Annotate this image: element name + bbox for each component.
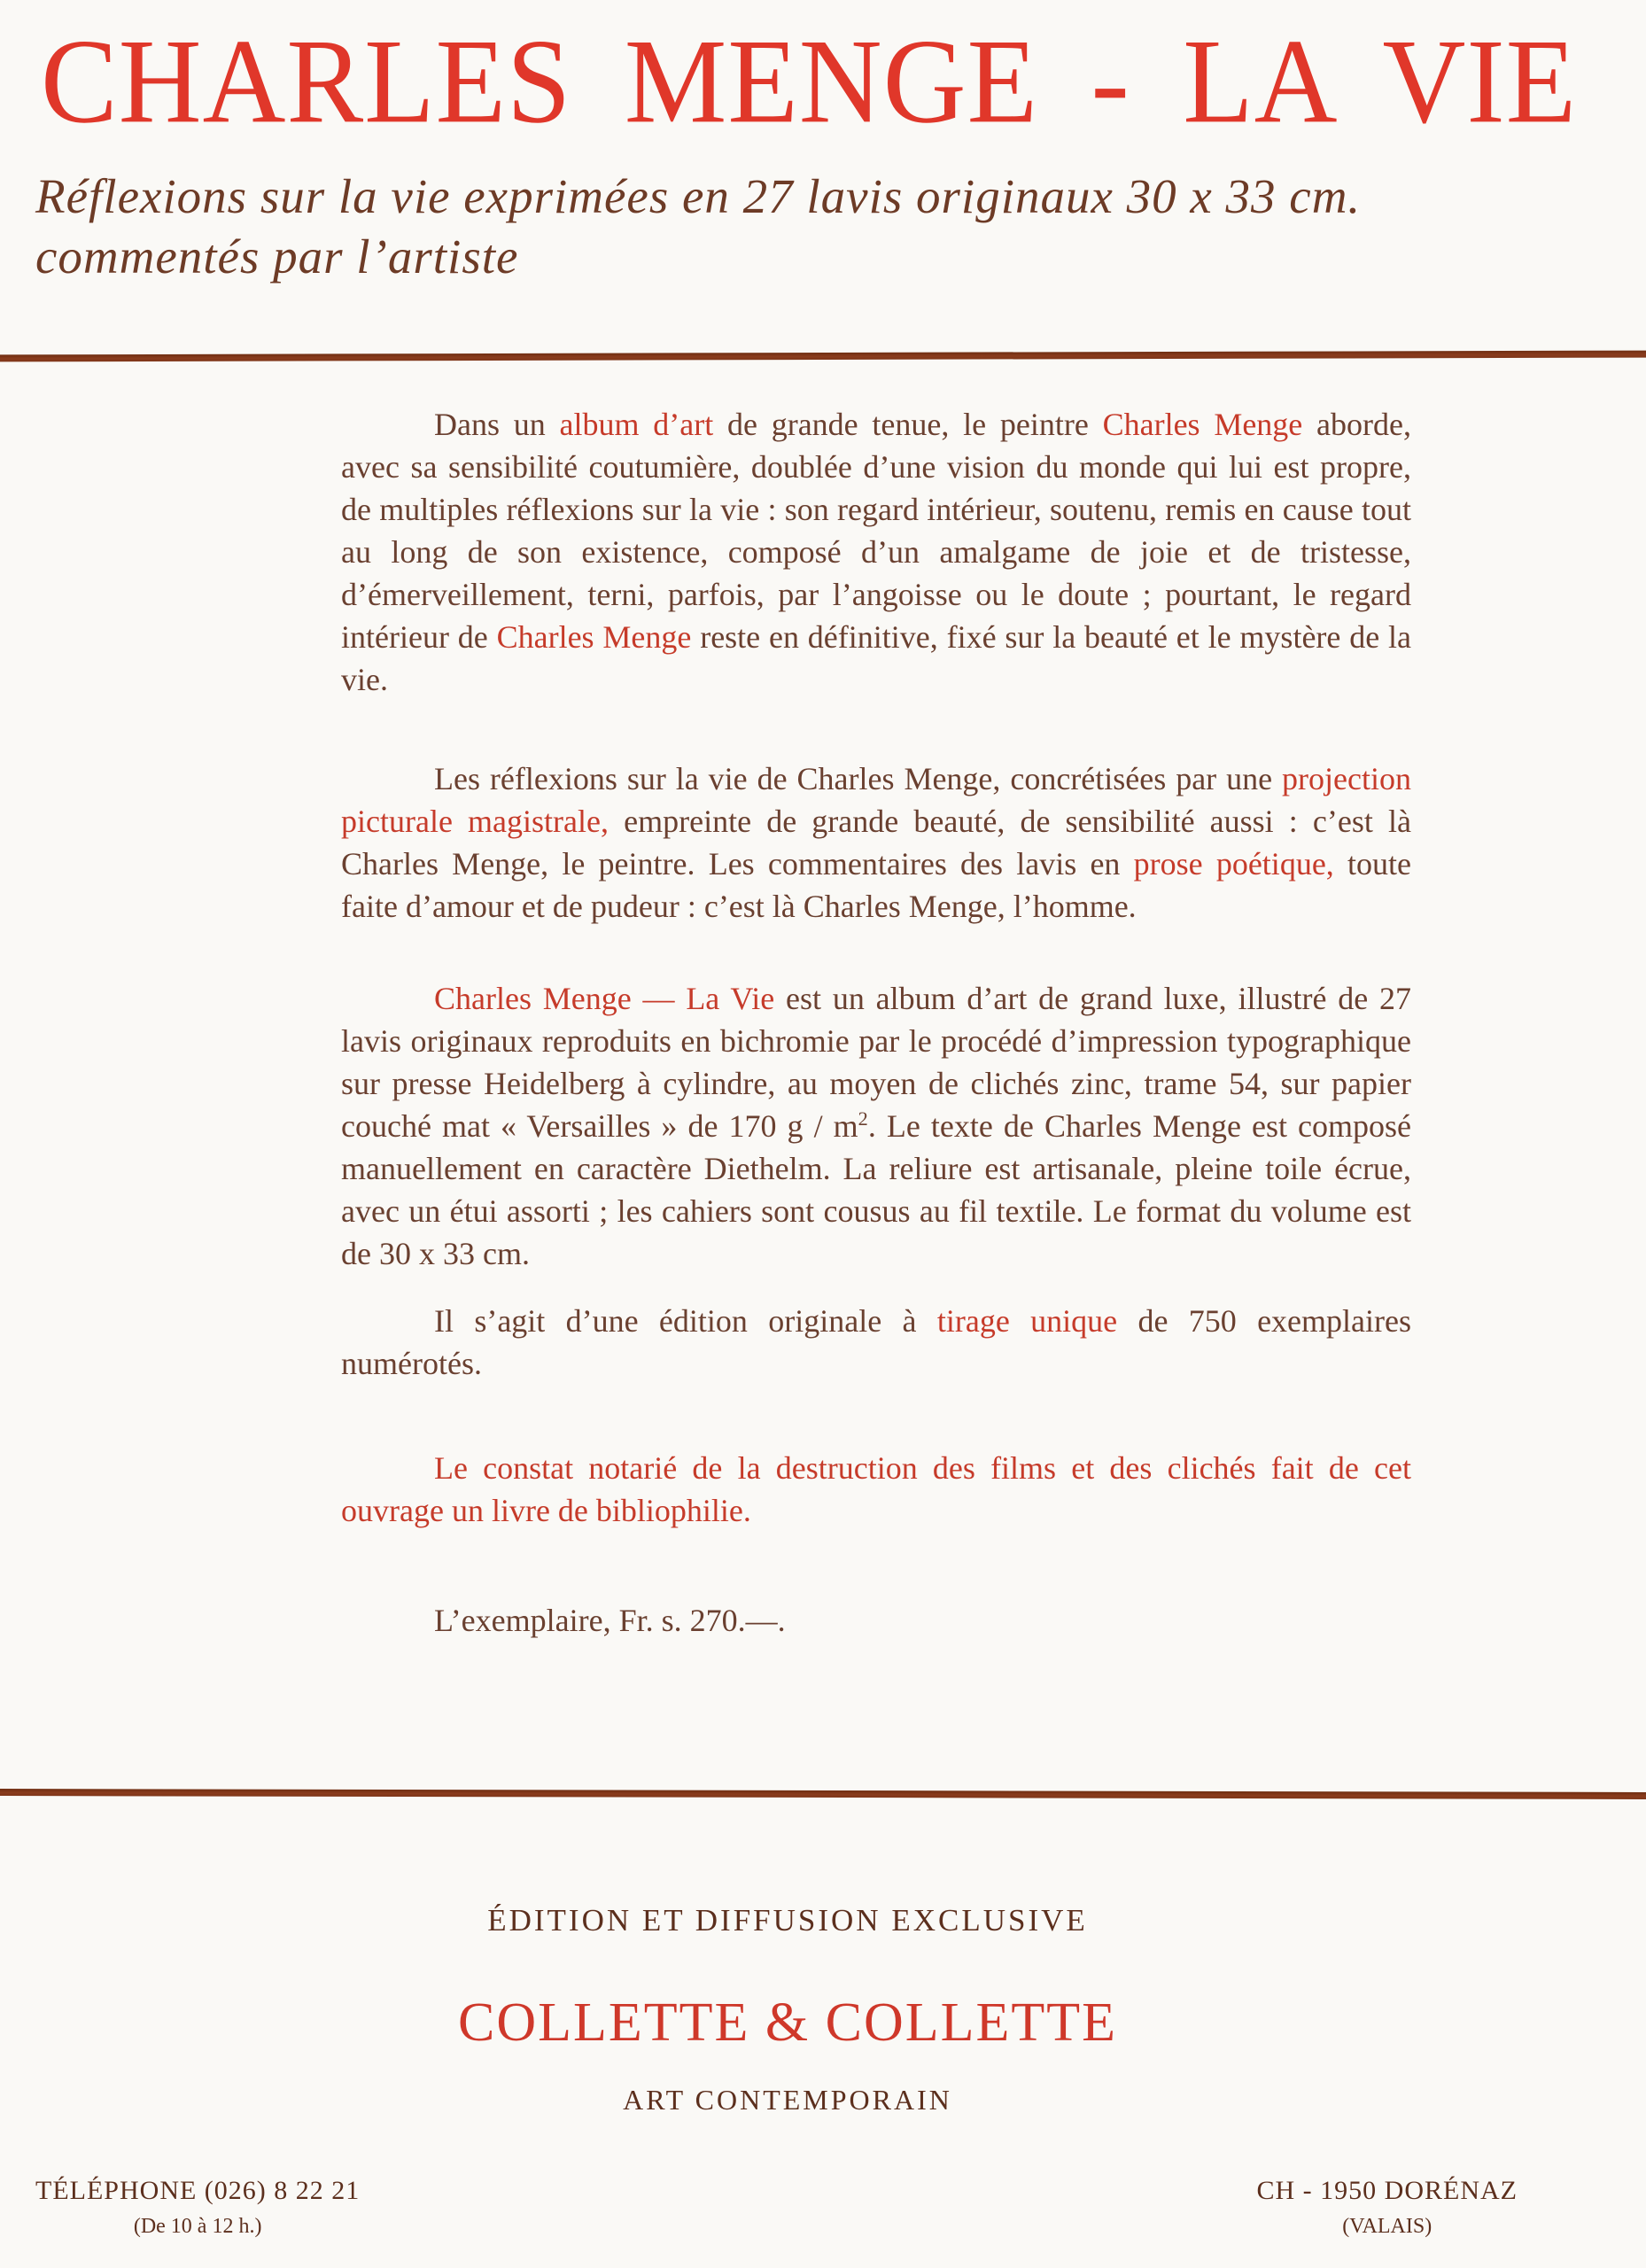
price-line: L’exemplaire, Fr. s. 270.—. (434, 1603, 786, 1638)
paragraph-reflexions: Les réflexions sur la vie de Charles Menge, concrétisées par une projection picturale magistrale, empreinte de grande beauté, de sensibilité aussi : c’est là Charles Menge, le peintre. Les commentaires des lavis en prose poétique, toute faite d’amour et de pudeur : c’est là Charles Menge, l’homme. (341, 761, 1412, 924)
address-region: (VALAIS) (1342, 2215, 1432, 2238)
paragraph-constat: Le constat notarié de la destruction des films et des clichés fait de cet ouvrage un livre de bibliophilie. (341, 1450, 1411, 1528)
horizontal-rule-bottom (0, 1789, 1646, 1799)
publisher-name: COLLETTE & COLLETTE (458, 1992, 1117, 2053)
publisher-role: ÉDITION ET DIFFUSION EXCLUSIVE (487, 1903, 1088, 1938)
phone-hours: (De 10 à 12 h.) (133, 2215, 262, 2238)
subtitle-line-2: commentés par l’artiste (35, 229, 519, 284)
footer (35, 2176, 1518, 2239)
paragraph-production: Charles Menge — La Vie est un album d’art de grand luxe, illustré de 27 lavis originaux reproduits en bichromie par le procédé d’impression typographique sur presse Heidelberg à cylindre, au moyen de clichés zinc, trame 54, sur papier couché mat « Versailles » de 170 g / $m^2$. Le texte de Charles Menge est composé manuellement en caractère Diethelm. La reliure est artisanale, pleine toile écrue, avec un étui assorti ; les cahiers sont cousus au fil textile. Le format du volume est de 30 x 33 cm. (341, 981, 1411, 1271)
subtitle-line-1: Réflexions sur la vie exprimées en 27 lavis originaux 30 x 33 cm. (35, 169, 1362, 223)
publisher-specialty: ART CONTEMPORAIN (623, 2084, 952, 2116)
paragraph-edition: Il s’agit d’une édition originale à tirage unique de 750 exemplaires numérotés. (341, 1303, 1411, 1381)
address: CH - 1950 DORÉNAZ (1256, 2176, 1518, 2205)
subtitle (35, 167, 1361, 287)
horizontal-rule-top (0, 351, 1646, 362)
footer-phone-block (35, 2176, 360, 2239)
phone-number: TÉLÉPHONE (026) 8 22 21 (35, 2176, 361, 2205)
page-title: CHARLES MENGE - LA VIE (41, 14, 1578, 149)
body-text-column (341, 403, 1411, 1642)
footer-address-block (1257, 2176, 1518, 2239)
paragraph-intro: Dans un album d’art de grande tenue, le peintre Charles Menge aborde, avec sa sensibilité coutumière, doublée d’une vision du monde qui lui est propre, de multiples réflexions sur la vie : son regard intérieur, soutenu, remis en cause tout au long de son existence, composé d’un amalgame de joie et de tristesse, d’émerveillement, terni, parfois, par l’angoisse ou le doute ; pourtant, le regard intérieur de Charles Menge reste en définitive, fixé sur la beauté et le mystère de la vie. (341, 407, 1412, 697)
